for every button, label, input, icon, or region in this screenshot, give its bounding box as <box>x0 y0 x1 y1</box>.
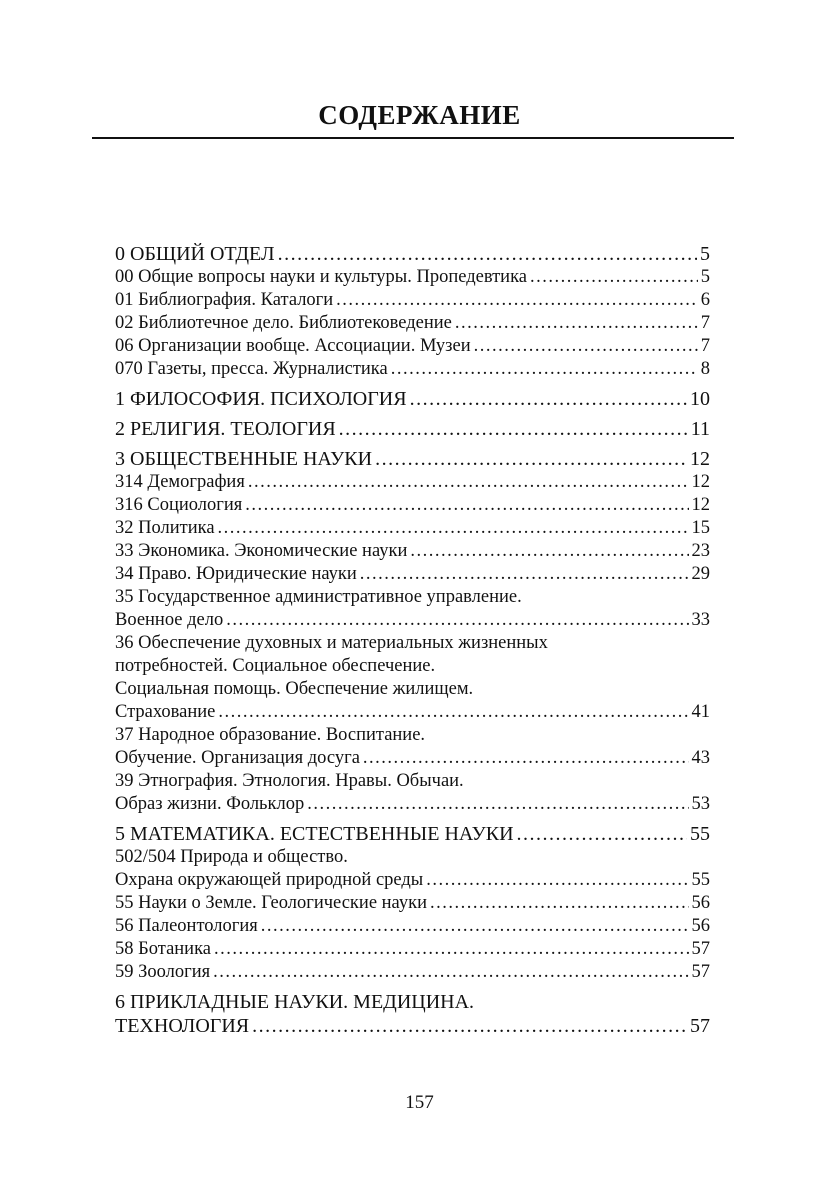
toc-entry-title: 56 Палеонтология <box>115 916 258 936</box>
toc-entry-line <box>115 793 710 816</box>
toc-entry-line <box>115 586 710 609</box>
toc-entry <box>115 471 710 494</box>
toc-entry-page: 57 <box>691 962 710 982</box>
dot-leader <box>426 869 688 892</box>
dot-leader <box>455 312 698 335</box>
toc-entry-title: 58 Ботаника <box>115 939 211 959</box>
toc-entry-page: 6 <box>700 290 710 310</box>
toc-entry-page: 55 <box>691 870 710 890</box>
dot-leader <box>307 793 688 816</box>
dot-leader <box>530 266 698 289</box>
toc-entry <box>115 892 710 915</box>
toc-entry-line <box>115 517 710 540</box>
toc-entry-title: 0 ОБЩИЙ ОТДЕЛ <box>115 243 275 265</box>
toc-entry-page: 33 <box>691 610 710 630</box>
toc-entry-line <box>115 266 710 289</box>
toc-entry-title: потребностей. Социальное обеспечение. <box>115 656 436 676</box>
toc-entry-page: 11 <box>690 418 710 440</box>
toc-entry-line <box>115 869 710 892</box>
dot-leader <box>517 822 687 846</box>
toc-entry-line <box>115 312 710 335</box>
toc-entry-title: ТЕХНОЛОГИЯ <box>115 1015 250 1037</box>
toc-entry-line <box>115 289 710 312</box>
toc-entry-line <box>115 770 710 793</box>
toc-entry-title: Обучение. Организация досуга <box>115 748 360 768</box>
toc-entry-page: 23 <box>691 541 710 561</box>
toc-entry <box>115 358 710 381</box>
toc-entry-page: 8 <box>700 359 710 379</box>
dot-leader <box>218 517 689 540</box>
dot-leader <box>214 938 689 961</box>
toc-entry-line <box>115 655 710 678</box>
toc-entry-title: Образ жизни. Фольклор <box>115 794 305 814</box>
dot-leader <box>226 609 688 632</box>
toc-entry-page: 57 <box>690 1015 710 1037</box>
toc-entry <box>115 724 710 770</box>
toc-entry-line <box>115 724 710 747</box>
toc-entry <box>115 387 710 411</box>
toc-entry-line <box>115 417 710 441</box>
toc-entry-page: 7 <box>700 336 710 356</box>
toc-entry-line <box>115 822 710 846</box>
toc-entry-line <box>115 471 710 494</box>
toc-entry-page: 55 <box>690 823 710 845</box>
toc-entry <box>115 990 710 1038</box>
page-number: 157 <box>405 1092 434 1113</box>
toc-entry-page: 12 <box>691 495 710 515</box>
toc-entry <box>115 447 710 471</box>
dot-leader <box>245 494 688 517</box>
page-title: СОДЕРЖАНИЕ <box>318 100 521 130</box>
toc-entry-line <box>115 701 710 724</box>
toc-entry-title: 39 Этнография. Этнология. Нравы. Обычаи. <box>115 771 464 791</box>
toc-entry-title: 37 Народное образование. Воспитание. <box>115 725 426 745</box>
toc-entry <box>115 770 710 816</box>
toc-entry-line <box>115 540 710 563</box>
dot-leader <box>474 335 698 358</box>
toc-entry <box>115 961 710 984</box>
toc-entry <box>115 846 710 892</box>
toc-entry-line <box>115 632 710 655</box>
toc-entry-title: Социальная помощь. Обеспечение жилищем. <box>115 679 474 699</box>
toc-entry <box>115 563 710 586</box>
toc-entry-title: 02 Библиотечное дело. Библиотековедение <box>115 313 452 333</box>
toc-entry-page: 43 <box>691 748 710 768</box>
dot-leader <box>278 242 697 266</box>
table-of-contents <box>115 242 710 1038</box>
toc-entry-title: 070 Газеты, пресса. Журналистика <box>115 359 388 379</box>
toc-entry-page: 56 <box>691 893 710 913</box>
toc-entry <box>115 242 710 266</box>
title-underline <box>92 137 734 139</box>
toc-entry-page: 15 <box>691 518 710 538</box>
toc-entry <box>115 266 710 289</box>
dot-leader <box>430 892 689 915</box>
toc-entry-title: 01 Библиография. Каталоги <box>115 290 334 310</box>
toc-entry <box>115 335 710 358</box>
toc-entry-title: 33 Экономика. Экономические науки <box>115 541 408 561</box>
toc-entry-line <box>115 447 710 471</box>
toc-entry-line <box>115 961 710 984</box>
toc-entry-title: Военное дело <box>115 610 224 630</box>
toc-entry-line <box>115 242 710 266</box>
toc-entry-line <box>115 915 710 938</box>
toc-entry <box>115 494 710 517</box>
toc-entry <box>115 632 710 724</box>
toc-entry-line <box>115 1014 710 1038</box>
toc-entry-line <box>115 846 710 869</box>
toc-entry-title: 6 ПРИКЛАДНЫЕ НАУКИ. МЕДИЦИНА. <box>115 991 475 1013</box>
toc-entry <box>115 915 710 938</box>
toc-entry <box>115 517 710 540</box>
toc-entry-title: 502/504 Природа и общество. <box>115 847 348 867</box>
dot-leader <box>410 387 687 411</box>
dot-leader <box>410 540 688 563</box>
toc-entry-page: 29 <box>691 564 710 584</box>
toc-entry-title: 316 Социология <box>115 495 243 515</box>
dot-leader <box>261 915 689 938</box>
toc-entry-title: 06 Организации вообще. Ассоциации. Музеи <box>115 336 471 356</box>
toc-entry-page: 7 <box>700 313 710 333</box>
toc-entry-line <box>115 678 710 701</box>
toc-entry-page: 53 <box>691 794 710 814</box>
toc-entry <box>115 312 710 335</box>
toc-entry-line <box>115 609 710 632</box>
toc-entry-page: 57 <box>691 939 710 959</box>
toc-entry <box>115 289 710 312</box>
toc-entry-page: 56 <box>691 916 710 936</box>
toc-entry-line <box>115 938 710 961</box>
toc-entry-title: 36 Обеспечение духовных и материальных жизненных <box>115 633 548 653</box>
toc-entry-title: 34 Право. Юридические науки <box>115 564 357 584</box>
toc-entry-page: 10 <box>690 388 710 410</box>
toc-entry-title: Охрана окружающей природной среды <box>115 870 424 890</box>
dot-leader <box>213 961 688 984</box>
dot-leader <box>336 289 698 312</box>
toc-entry-line <box>115 747 710 770</box>
toc-entry-line <box>115 494 710 517</box>
toc-entry-title: 35 Государственное административное управление. <box>115 587 522 607</box>
dot-leader <box>339 417 688 441</box>
toc-entry <box>115 417 710 441</box>
toc-entry-title: 314 Демография <box>115 472 245 492</box>
toc-entry-title: 2 РЕЛИГИЯ. ТЕОЛОГИЯ <box>115 418 336 440</box>
toc-entry-title: 3 ОБЩЕСТВЕННЫЕ НАУКИ <box>115 448 373 470</box>
toc-entry <box>115 822 710 846</box>
dot-leader <box>363 747 689 770</box>
dot-leader <box>391 358 698 381</box>
toc-entry-line <box>115 387 710 411</box>
dot-leader <box>248 471 689 494</box>
toc-entry-line <box>115 990 710 1014</box>
toc-entry <box>115 586 710 632</box>
toc-entry-line <box>115 358 710 381</box>
toc-entry <box>115 540 710 563</box>
toc-entry-page: 12 <box>690 448 710 470</box>
toc-entry-title: 59 Зоология <box>115 962 211 982</box>
toc-entry-page: 12 <box>691 472 710 492</box>
dot-leader <box>218 701 688 724</box>
dot-leader <box>375 447 687 471</box>
toc-entry-line <box>115 563 710 586</box>
dot-leader <box>360 563 689 586</box>
toc-entry-title: 00 Общие вопросы науки и культуры. Пропедевтика <box>115 267 528 287</box>
toc-entry-line <box>115 892 710 915</box>
toc-entry <box>115 938 710 961</box>
dot-leader <box>252 1014 687 1038</box>
toc-entry-title: Страхование <box>115 702 216 722</box>
toc-entry-title: 1 ФИЛОСОФИЯ. ПСИХОЛОГИЯ <box>115 388 407 410</box>
toc-entry-title: 5 МАТЕМАТИКА. ЕСТЕСТВЕННЫЕ НАУКИ <box>115 823 514 845</box>
toc-entry-page: 41 <box>691 702 710 722</box>
toc-entry-line <box>115 335 710 358</box>
toc-entry-title: 32 Политика <box>115 518 215 538</box>
toc-entry-page: 5 <box>700 267 710 287</box>
toc-entry-page: 5 <box>700 243 710 265</box>
toc-entry-title: 55 Науки о Земле. Геологические науки <box>115 893 427 913</box>
